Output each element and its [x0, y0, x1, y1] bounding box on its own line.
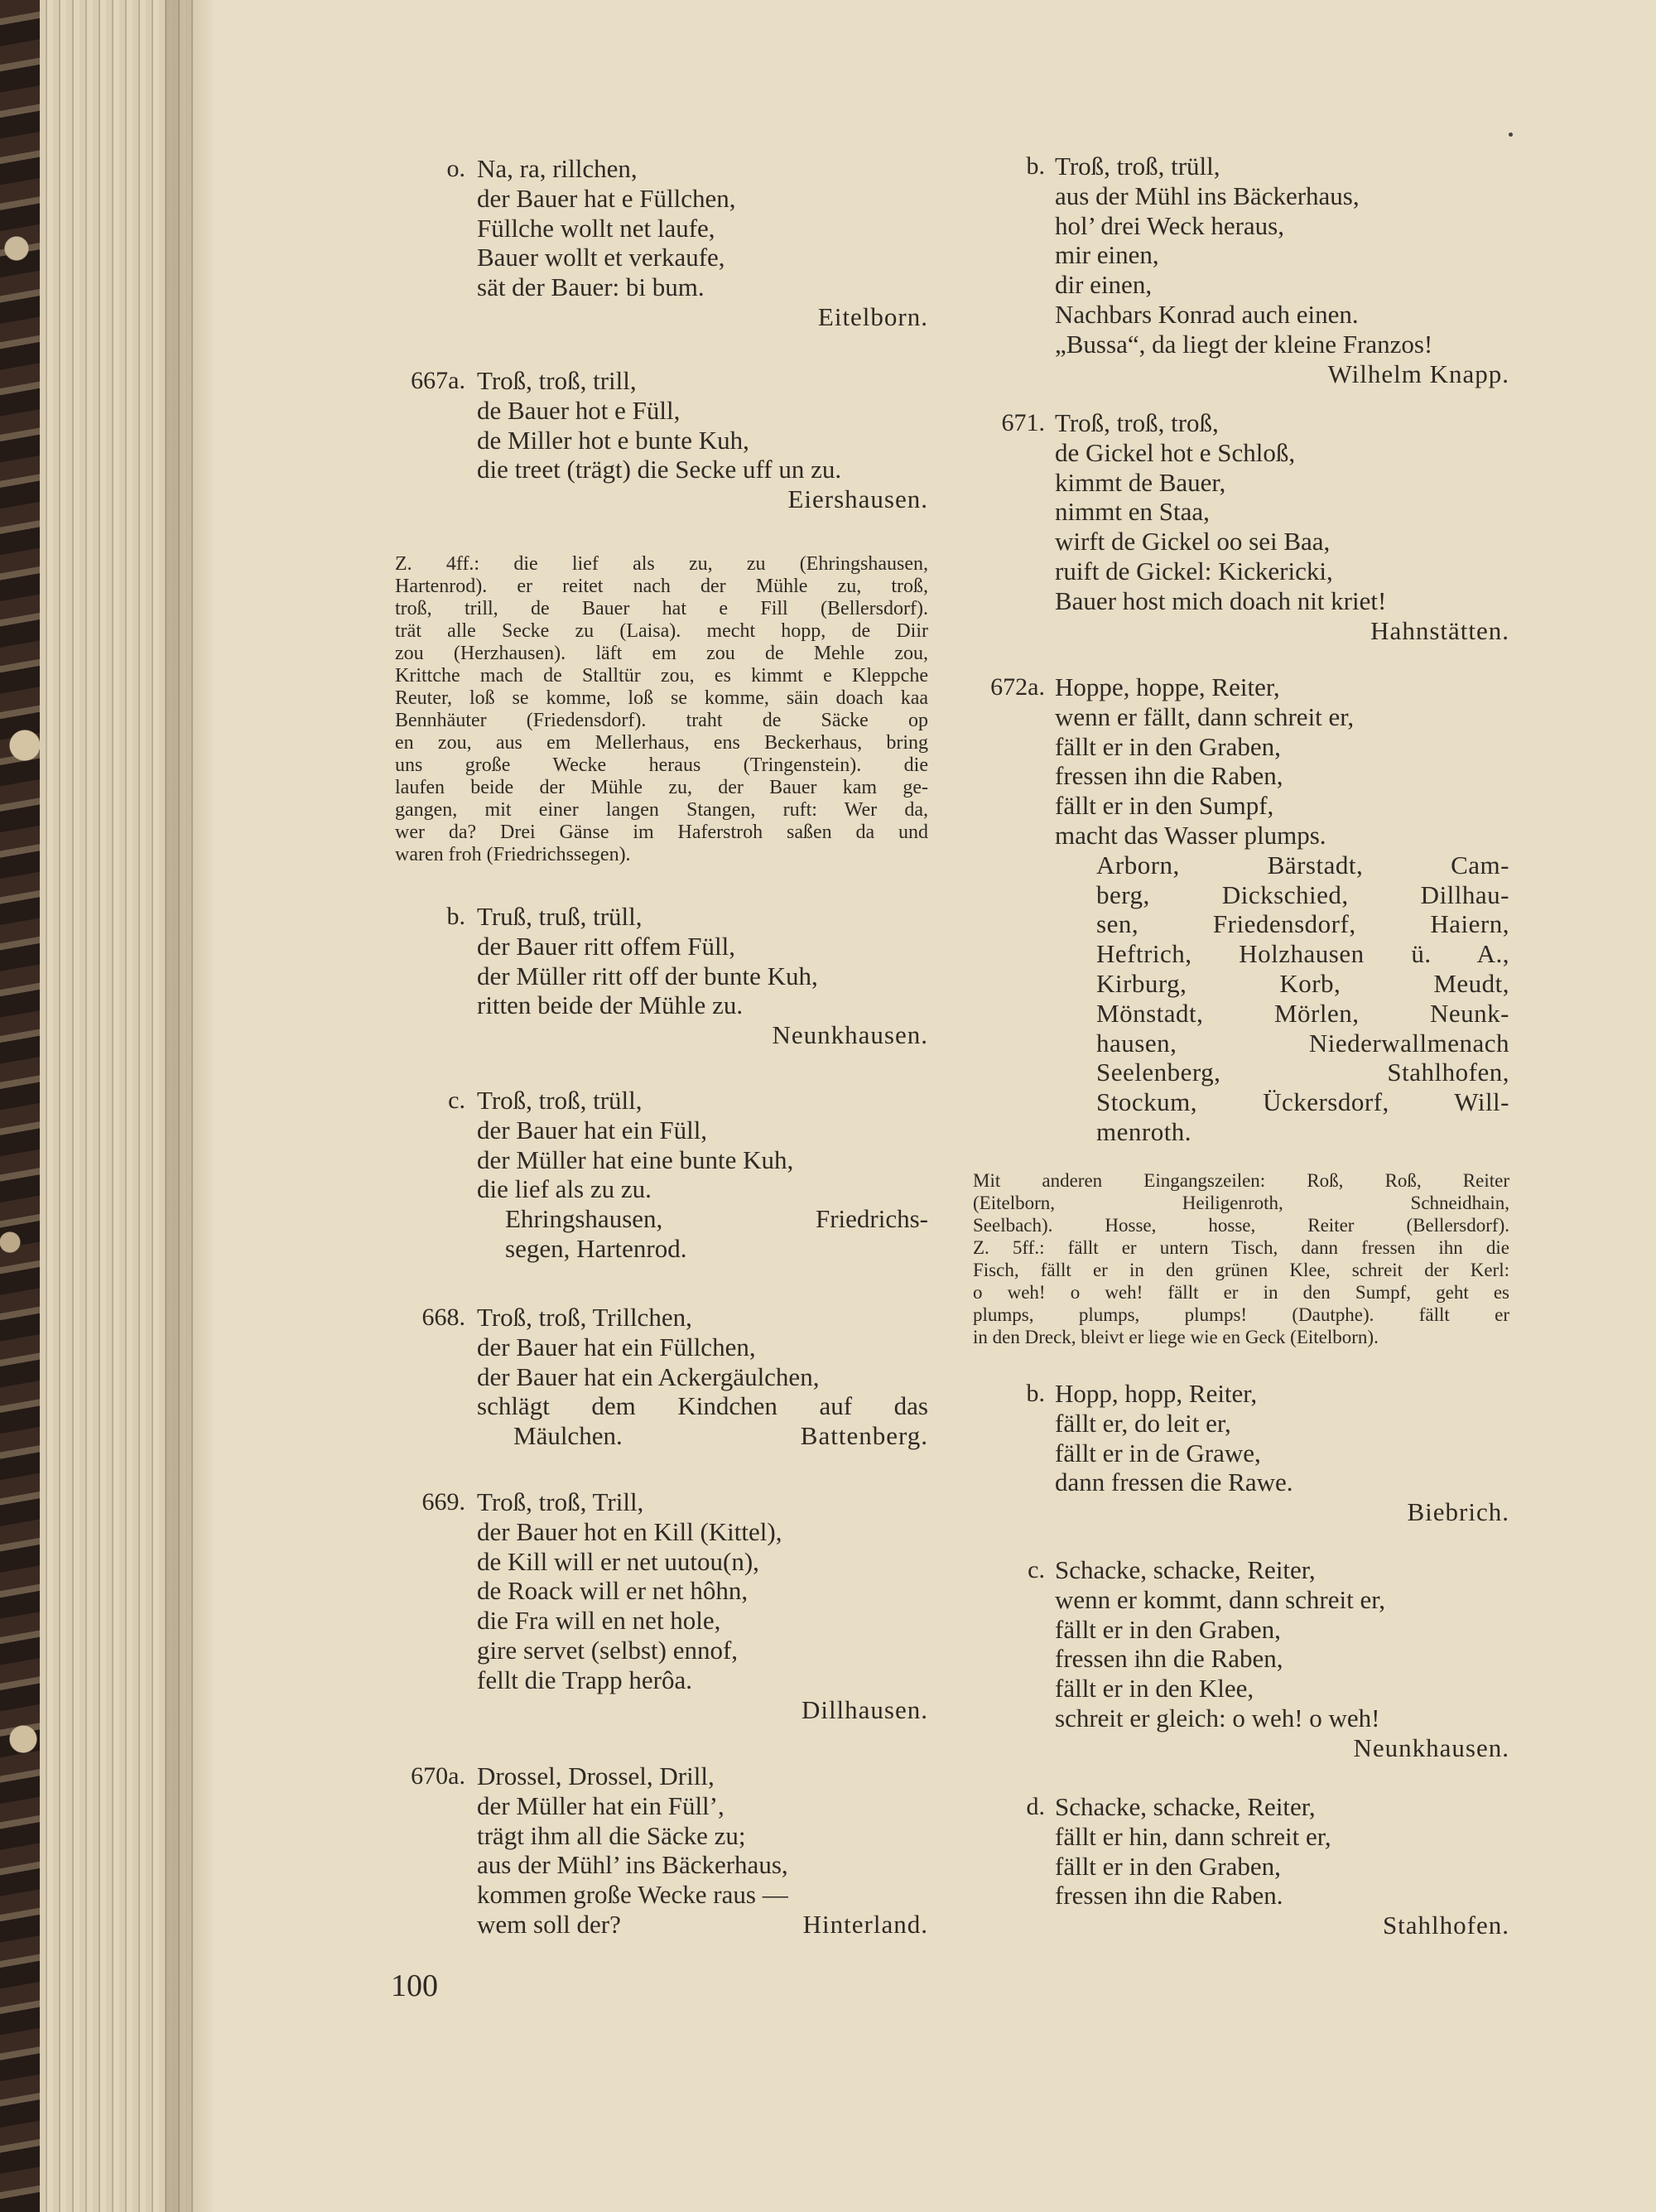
- place-name: Eiershausen.: [787, 484, 928, 514]
- footnote-line: Fisch, fällt er in den grünen Klee, schreit der Kerl:: [973, 1260, 1509, 1280]
- footnote-line: zou (Herzhausen). läft em zou de Mehle zou,: [395, 643, 928, 664]
- verse-line: Troß, troß, troß,: [1055, 408, 1219, 437]
- verse-line: der Bauer hat ein Füllchen,: [477, 1332, 756, 1361]
- verse-line: mir einen,: [1055, 240, 1159, 270]
- verse-line: die treet (trägt) die Secke uff un zu.: [477, 455, 842, 484]
- footnote-line: uns große Wecke heraus (Tringenstein). die: [395, 754, 928, 776]
- verse-block: [477, 1761, 928, 1940]
- verse-line: fressen ihn die Raben.: [1055, 1881, 1283, 1911]
- verse-line: gire servet (selbst) ennof,: [477, 1635, 739, 1665]
- place-name: Ehringshausen, Friedrichs-: [505, 1204, 928, 1234]
- place-name: Biebrich.: [1407, 1497, 1509, 1527]
- verse-line: der Müller hat ein Füll’,: [477, 1790, 724, 1820]
- footnote: [395, 553, 928, 866]
- verse-line: wirft de Gickel oo sei Baa,: [1055, 527, 1331, 557]
- place-name: Arborn, Bärstadt, Cam-: [1096, 850, 1509, 879]
- verse-number: c.: [1028, 1556, 1045, 1583]
- verse-line: Na, ra, rillchen,: [477, 154, 638, 183]
- verse-line: fällt er in den Graben,: [1055, 1614, 1281, 1644]
- verse-line: fällt er in den Klee,: [1055, 1674, 1254, 1704]
- place-name: menroth.: [1096, 1116, 1192, 1146]
- place-name: segen, Hartenrod.: [505, 1233, 687, 1263]
- verse-block: [477, 1303, 928, 1451]
- book-binding: [0, 0, 40, 2212]
- place-name: Eitelborn.: [817, 301, 928, 331]
- verse-line: Schacke, schacke, Reiter,: [1055, 1792, 1316, 1821]
- verse-line: fällt er in de Grawe,: [1055, 1438, 1261, 1467]
- footnote-line: Mit anderen Eingangszeilen: Roß, Roß, Reiter: [973, 1170, 1509, 1191]
- verse-line: die Fra will en net hole,: [477, 1606, 721, 1636]
- verse-line: [477, 1421, 928, 1451]
- verse-line: Troß, troß, trill,: [477, 366, 637, 395]
- verse-line: der Bauer hot en Kill (Kittel),: [477, 1516, 782, 1546]
- verse-number: o.: [446, 155, 465, 182]
- page-number: 100: [391, 1969, 438, 2003]
- place-name: Hinterland.: [802, 1909, 928, 1939]
- verse-block: [477, 1086, 928, 1264]
- verse-line: fällt er, do leit er,: [1055, 1408, 1231, 1438]
- verse-line: nimmt en Staa,: [1055, 497, 1210, 527]
- verse-number: 671.: [1001, 409, 1045, 436]
- verse-line: wenn er fällt, dann schreit er,: [1055, 701, 1355, 731]
- place-name: Heftrich, Holzhausen ü. A.,: [1096, 939, 1509, 969]
- verse-line: hol’ drei Weck heraus,: [1055, 210, 1284, 240]
- footnote-line: o weh! o weh! fällt er in den Sumpf, geht es: [973, 1282, 1509, 1303]
- verse-line: Drossel, Drossel, Drill,: [477, 1761, 715, 1790]
- verse-line: fällt er in den Graben,: [1055, 731, 1281, 761]
- footnote-line: in den Dreck, bleivt er liege wie en Geck (Eitelborn).: [973, 1327, 1379, 1347]
- place-name: sen, Friedensdorf, Haiern,: [1096, 909, 1509, 939]
- verse-line: de Gickel hot e Schloß,: [1055, 437, 1296, 467]
- place-name: Battenberg.: [800, 1421, 928, 1451]
- verse-block: [1055, 1792, 1509, 1940]
- verse-line: fressen ihn die Raben,: [1055, 761, 1283, 791]
- verse-block: [1055, 1555, 1509, 1763]
- verse-line: Schacke, schacke, Reiter,: [1055, 1555, 1316, 1584]
- verse-number: 668.: [421, 1304, 465, 1331]
- place-name: Dillhausen.: [801, 1694, 928, 1724]
- verse-line: Hopp, hopp, Reiter,: [1055, 1379, 1258, 1408]
- verse-block: [477, 902, 928, 1050]
- verse-line: Troß, troß, trüll,: [1055, 152, 1220, 181]
- verse-number: 669.: [421, 1488, 465, 1516]
- verse-line: aus der Mühl ins Bäckerhaus,: [1055, 181, 1360, 210]
- verse-number: c.: [448, 1087, 465, 1114]
- footnote-line: laufen beide der Mühle zu, der Bauer kam ge-: [395, 777, 928, 798]
- verse-block: [1055, 672, 1509, 1147]
- footnote-line: Krittche mach de Stalltür zou, es kimmt e Kleppche: [395, 665, 928, 687]
- verse-number: b.: [1026, 1380, 1045, 1407]
- verse-line: schlägt dem Kindchen auf das: [477, 1391, 928, 1421]
- footnote-line: (Eitelborn, Heiligenroth, Schneidhain,: [973, 1193, 1509, 1213]
- footnote: [973, 1169, 1509, 1348]
- verse-block: [477, 154, 928, 332]
- verse-line: fällt er in den Sumpf,: [1055, 791, 1274, 821]
- verse-line: der Bauer hat ein Ackergäulchen,: [477, 1361, 820, 1391]
- verse-number: b.: [446, 903, 465, 930]
- verse-line: der Müller ritt off der bunte Kuh,: [477, 961, 818, 990]
- verse-line: die lief als zu zu.: [477, 1174, 652, 1204]
- verse-line: Troß, troß, trüll,: [477, 1086, 643, 1115]
- verse-line-text: wem soll der?: [477, 1909, 621, 1939]
- verse-line: [477, 1910, 928, 1940]
- place-name: hausen, Niederwallmenach: [1096, 1028, 1509, 1058]
- verse-line: sät der Bauer: bi bum.: [477, 272, 705, 302]
- verse-number: 667a.: [411, 367, 465, 394]
- verse-line: Nachbars Konrad auch einen.: [1055, 299, 1359, 329]
- verse-line: fällt er in den Graben,: [1055, 1851, 1281, 1881]
- verse-line: fällt er hin, dann schreit er,: [1055, 1821, 1331, 1851]
- gutter-shadow: [166, 0, 215, 2212]
- verse-line: Füllche wollt net laufe,: [477, 213, 715, 243]
- place-name: Stahlhofen.: [1382, 1911, 1509, 1940]
- footnote-line: waren froh (Friedrichssegen).: [395, 844, 631, 865]
- verse-line: dir einen,: [1055, 270, 1153, 300]
- verse-line: der Müller hat eine bunte Kuh,: [477, 1145, 794, 1174]
- verse-line: de Miller hot e bunte Kuh,: [477, 425, 749, 455]
- verse-block: [1055, 1379, 1509, 1527]
- place-name: berg, Dickschied, Dillhau-: [1096, 879, 1509, 909]
- place-name: Hahnstätten.: [1370, 615, 1509, 645]
- verse-line: wenn er kommt, dann schreit er,: [1055, 1584, 1386, 1614]
- verse-line: kimmt de Bauer,: [1055, 467, 1226, 497]
- verse-line: Bauer wollt et verkaufe,: [477, 243, 725, 272]
- place-name: Seelenberg, Stahlhofen,: [1096, 1058, 1509, 1087]
- place-name: Neunkhausen.: [1353, 1732, 1509, 1762]
- verse-line: Truß, truß, trüll,: [477, 902, 643, 931]
- verse-line: der Bauer hat e Füllchen,: [477, 183, 736, 213]
- footnote-line: troß, trill, de Bauer hat e Fill (Bellersdorf).: [395, 598, 928, 619]
- verse-line: ritten beide der Mühle zu.: [477, 990, 744, 1020]
- place-name: Stockum, Ückersdorf, Will-: [1096, 1087, 1509, 1117]
- footnote-line: Bennhäuter (Friedensdorf). traht de Säcke op: [395, 710, 928, 731]
- verse-line: de Roack will er net hôhn,: [477, 1576, 749, 1606]
- verse-line: aus der Mühl’ ins Bäckerhaus,: [477, 1850, 788, 1880]
- verse-line: „Bussa“, da liegt der kleine Franzos!: [1055, 329, 1433, 359]
- place-name: Neunkhausen.: [772, 1020, 928, 1050]
- verse-line: ruift de Gickel: Kickericki,: [1055, 556, 1333, 586]
- verse-number: d.: [1026, 1793, 1045, 1820]
- verse-line: fellt die Trapp herôa.: [477, 1665, 693, 1694]
- footnote-line: Seelbach). Hosse, hosse, Reiter (Bellersdorf).: [973, 1215, 1509, 1236]
- verse-number: 670a.: [411, 1762, 465, 1790]
- footnote-line: plumps, plumps, plumps! (Dautphe). fällt er: [973, 1304, 1509, 1325]
- footnote-line: Hartenrod). er reitet nach der Mühle zu, troß,: [395, 576, 928, 597]
- verse-line: Troß, troß, Trillchen,: [477, 1303, 692, 1332]
- verse-line: fressen ihn die Raben,: [1055, 1644, 1283, 1674]
- verse-line-text: Mäulchen.: [513, 1421, 623, 1451]
- footnote-line: Reuter, loß se komme, loß se komme, säin doach kaa: [395, 687, 928, 709]
- verse-line: Hoppe, hoppe, Reiter,: [1055, 672, 1280, 701]
- place-name: Mönstadt, Mörlen, Neunk-: [1096, 998, 1509, 1028]
- verse-line: de Bauer hot e Füll,: [477, 395, 681, 425]
- verse-block: [477, 366, 928, 514]
- verse-line: kommen große Wecke raus —: [477, 1880, 788, 1910]
- verse-line: schreit er gleich: o weh! o weh!: [1055, 1703, 1380, 1732]
- verse-block: [477, 1487, 928, 1724]
- verse-line: Bauer host mich doach nit kriet!: [1055, 586, 1387, 615]
- verse-line: trägt ihm all die Säcke zu;: [477, 1820, 746, 1850]
- verse-number: 672a.: [990, 673, 1045, 701]
- verse-line: de Kill will er net uutou(n),: [477, 1546, 759, 1576]
- ink-speck: [1509, 133, 1513, 137]
- verse-line: der Bauer ritt offem Füll,: [477, 931, 735, 961]
- footnote-line: trät alle Secke zu (Laisa). mecht hopp, de Diir: [395, 620, 928, 642]
- footnote-line: wer da? Drei Gänse im Haferstroh saßen da und: [395, 822, 928, 843]
- verse-block: [1055, 152, 1509, 388]
- verse-number: b.: [1026, 152, 1045, 180]
- footnote-line: gangen, mit einer langen Stangen, ruft: Wer da,: [395, 799, 928, 821]
- footnote-line: en zou, aus em Mellerhaus, ens Beckerhaus, bring: [395, 732, 928, 754]
- verse-block: [1055, 408, 1509, 645]
- footnote-line: Z. 5ff.: fällt er untern Tisch, dann fressen ihn die: [973, 1237, 1509, 1258]
- verse-line: dann fressen die Rawe.: [1055, 1467, 1293, 1497]
- verse-line: macht das Wasser plumps.: [1055, 820, 1326, 850]
- place-name: Kirburg, Korb, Meudt,: [1096, 968, 1509, 998]
- verse-line: Troß, troß, Trill,: [477, 1487, 644, 1516]
- place-name: Wilhelm Knapp.: [1327, 359, 1509, 388]
- footnote-line: Z. 4ff.: die lief als zu, zu (Ehringshausen,: [395, 553, 928, 575]
- verse-line: der Bauer hat ein Füll,: [477, 1115, 708, 1145]
